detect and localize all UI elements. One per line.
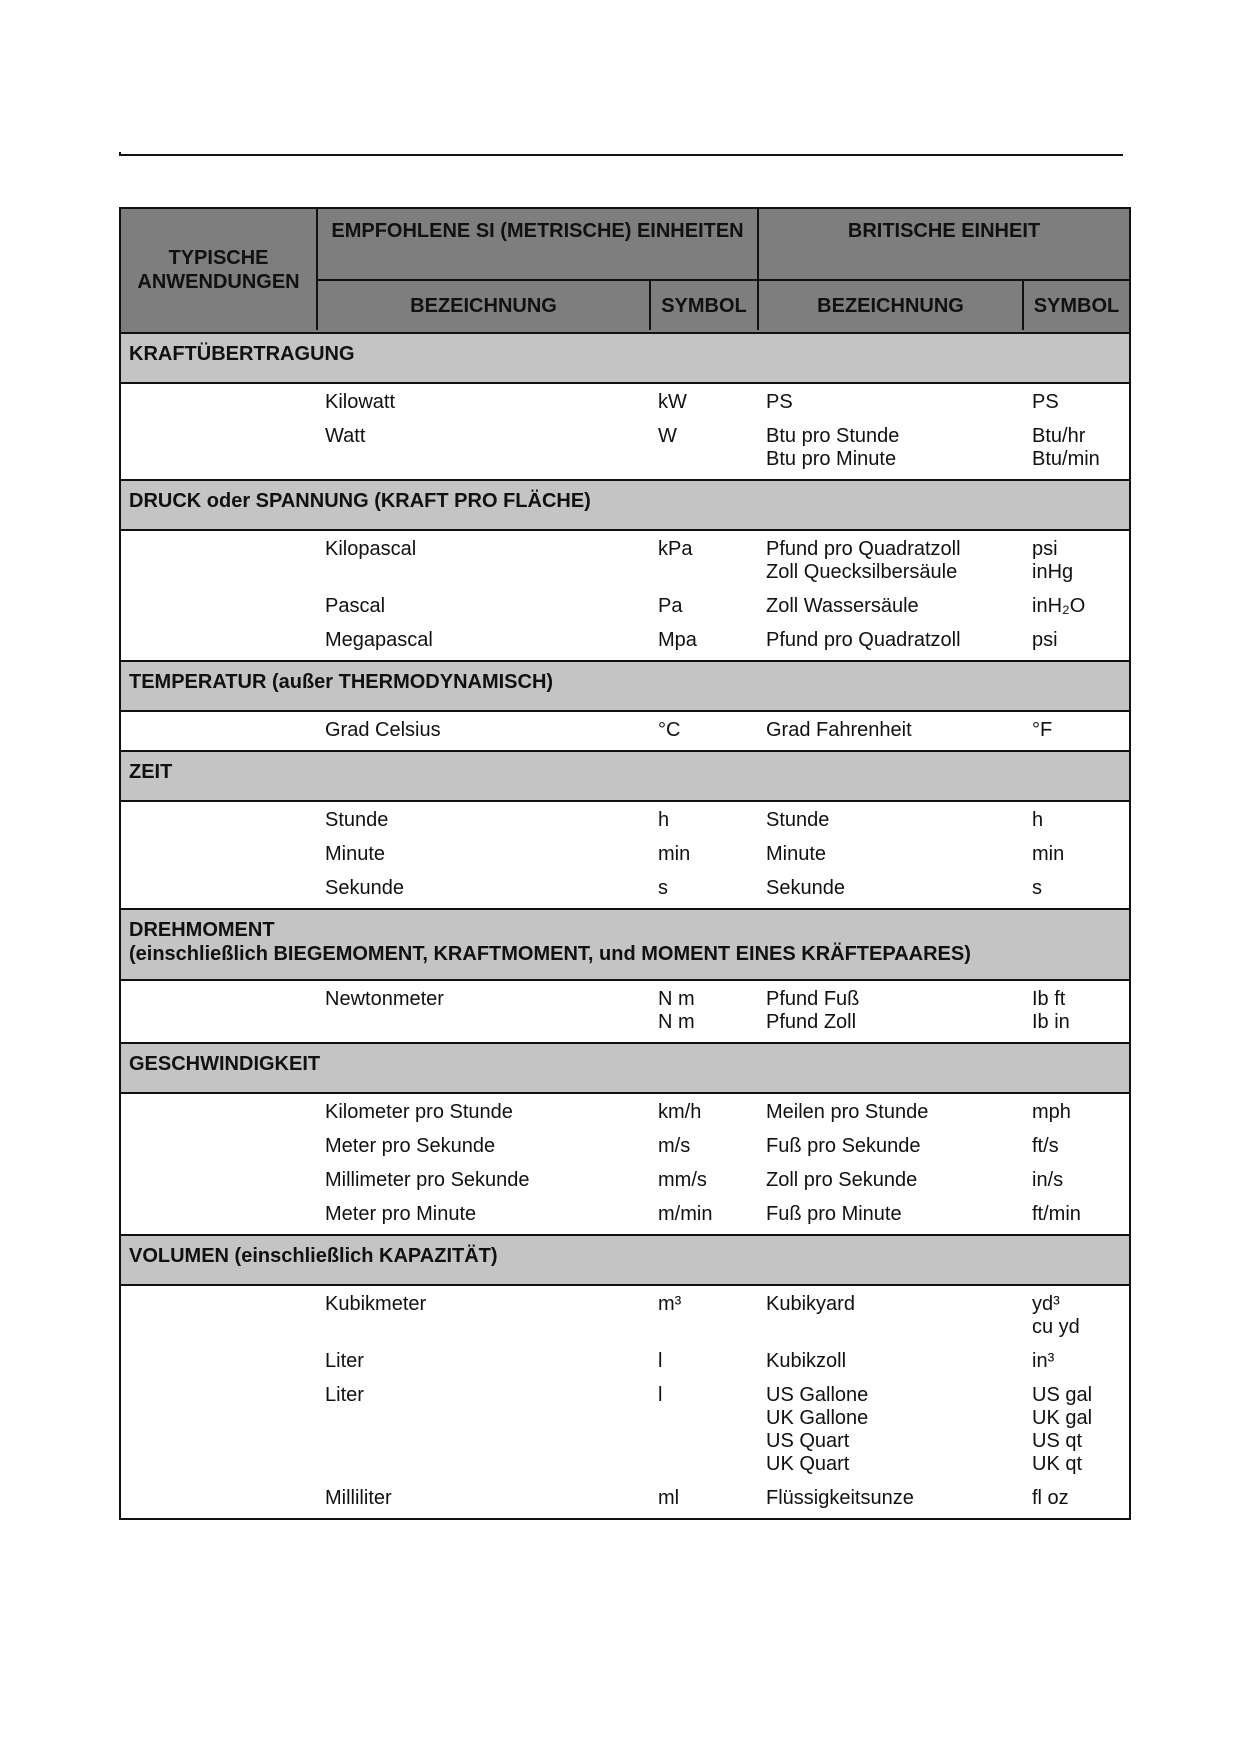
british-unit-name-text: Sekunde [766, 877, 845, 899]
british-unit-symbol-text: ft/min [1032, 1203, 1081, 1225]
si-unit-symbol-text: m/s [658, 1135, 691, 1157]
british-unit-symbol [1032, 877, 1127, 900]
section-title: TEMPERATUR (außer THERMODYNAMISCH) [129, 671, 554, 693]
si-unit-name [325, 988, 658, 1034]
british-unit-symbol-text: US gal [1032, 1384, 1093, 1406]
british-unit-symbol [1032, 843, 1127, 866]
si-unit-name [325, 595, 658, 618]
british-unit-symbol-text: min [1032, 843, 1065, 865]
si-unit-symbol-text: kPa [658, 538, 693, 560]
si-unit-symbol [658, 809, 766, 832]
si-unit-symbol-text: Pa [658, 595, 683, 617]
si-unit-symbol [658, 719, 766, 742]
si-unit-name [325, 843, 658, 866]
british-unit-name-text: UK Quart [766, 1453, 850, 1475]
table-header [121, 209, 1129, 334]
top-rule [119, 154, 1123, 156]
section-subtitle: (einschließlich BIEGEMOMENT, KRAFTMOMENT, und MOMENT EINES KRÄFTEPAARES) [129, 943, 971, 965]
british-unit-symbol [1032, 1101, 1127, 1124]
section-title: KRAFTÜBERTRAGUNG [129, 343, 355, 365]
british-unit-symbol-text: h [1032, 809, 1044, 831]
british-unit-name-text: Kubikzoll [766, 1350, 847, 1372]
section-body [121, 384, 1129, 481]
si-unit-symbol-text: N m [658, 988, 695, 1010]
british-unit-name-text: Meilen pro Stunde [766, 1101, 929, 1123]
british-unit-symbol-text: ft/s [1032, 1135, 1059, 1157]
si-unit-name [325, 1293, 658, 1339]
british-unit-symbol-text: inHg [1032, 561, 1074, 583]
si-unit-symbol [658, 425, 766, 471]
british-unit-symbol-text: PS [1032, 391, 1059, 413]
si-unit-symbol [658, 1487, 766, 1510]
header-british-units: BRITISCHE EINHEIT [759, 209, 1129, 281]
si-unit-name-text: Meter pro Minute [325, 1203, 477, 1225]
section-heading [121, 910, 1129, 981]
british-unit-symbol [1032, 1203, 1127, 1226]
section-heading [121, 662, 1129, 712]
british-unit-symbol-text: UK gal [1032, 1407, 1093, 1429]
british-unit-name [766, 1169, 1032, 1192]
british-unit-name-text: Grad Fahrenheit [766, 719, 912, 741]
british-unit-name-text: Fuß pro Minute [766, 1203, 902, 1225]
british-unit-name-text: Kubikyard [766, 1293, 855, 1315]
british-unit-name [766, 877, 1032, 900]
british-unit-name-text: Zoll Quecksilbersäule [766, 561, 958, 583]
header-si-units: EMPFOHLENE SI (METRISCHE) EINHEITEN [318, 209, 759, 281]
si-unit-symbol-text: ml [658, 1487, 680, 1509]
si-unit-name-text: Kilometer pro Stunde [325, 1101, 513, 1123]
table-row [121, 1384, 1129, 1476]
table-row [121, 988, 1129, 1034]
british-unit-name [766, 809, 1032, 832]
table-body [121, 334, 1129, 1518]
table-row [121, 425, 1129, 471]
table-row [121, 719, 1129, 742]
si-unit-symbol [658, 877, 766, 900]
table-row [121, 809, 1129, 832]
british-unit-name [766, 1487, 1032, 1510]
si-unit-name-text: Milliliter [325, 1487, 392, 1509]
section-title: ZEIT [129, 761, 173, 783]
british-unit-symbol-text: inH₂O [1032, 595, 1086, 617]
british-unit-name-text: PS [766, 391, 793, 413]
british-unit-name [766, 538, 1032, 584]
british-unit-symbol-text: psi [1032, 538, 1058, 560]
table-row [121, 538, 1129, 584]
header-si-symbol: SYMBOL [651, 281, 759, 330]
british-unit-symbol [1032, 1384, 1127, 1476]
table-row [121, 1135, 1129, 1158]
si-unit-symbol-text: °C [658, 719, 681, 741]
british-unit-name [766, 1293, 1032, 1339]
table-row [121, 1203, 1129, 1226]
british-unit-name-text: US Quart [766, 1430, 850, 1452]
si-unit-name-text: Kubikmeter [325, 1293, 427, 1315]
si-unit-name-text: Minute [325, 843, 386, 865]
british-unit-name [766, 629, 1032, 652]
british-unit-name-text: Pfund pro Quadratzoll [766, 629, 961, 651]
british-unit-symbol [1032, 1487, 1127, 1510]
si-unit-name [325, 877, 658, 900]
table-row [121, 1101, 1129, 1124]
si-unit-name-text: Liter [325, 1350, 364, 1372]
british-unit-name-text: Stunde [766, 809, 830, 831]
british-unit-name [766, 1135, 1032, 1158]
si-unit-symbol [658, 1203, 766, 1226]
table-row [121, 595, 1129, 618]
si-unit-symbol-text: h [658, 809, 670, 831]
british-unit-symbol-text: Btu/hr [1032, 425, 1086, 447]
british-unit-name-text: Zoll pro Sekunde [766, 1169, 918, 1191]
british-unit-name-text: UK Gallone [766, 1407, 869, 1429]
si-unit-name [325, 1169, 658, 1192]
si-unit-name [325, 425, 658, 471]
si-unit-name-text: Stunde [325, 809, 389, 831]
section-title: DRUCK oder SPANNUNG (KRAFT PRO FLÄCHE) [129, 490, 591, 512]
si-unit-name [325, 538, 658, 584]
british-unit-symbol [1032, 391, 1127, 414]
si-unit-name-text: Newtonmeter [325, 988, 444, 1010]
si-unit-name [325, 391, 658, 414]
si-unit-symbol-text: mm/s [658, 1169, 707, 1191]
british-unit-name-text: Flüssigkeitsunze [766, 1487, 914, 1509]
section-heading [121, 752, 1129, 802]
si-unit-symbol [658, 629, 766, 652]
si-unit-symbol-text: km/h [658, 1101, 702, 1123]
si-unit-name-text: Liter [325, 1384, 364, 1406]
british-unit-name-text: Pfund pro Quadratzoll [766, 538, 961, 560]
si-unit-symbol-text: m/min [658, 1203, 713, 1225]
british-unit-symbol-text: yd³ [1032, 1293, 1060, 1315]
british-unit-name-text: Minute [766, 843, 827, 865]
british-unit-symbol [1032, 719, 1127, 742]
british-unit-symbol [1032, 1169, 1127, 1192]
table-row [121, 1350, 1129, 1373]
si-unit-symbol-text: W [658, 425, 677, 447]
british-unit-symbol [1032, 1293, 1127, 1339]
si-unit-symbol [658, 1101, 766, 1124]
si-unit-name [325, 1101, 658, 1124]
british-unit-symbol-text: psi [1032, 629, 1058, 651]
si-unit-name [325, 719, 658, 742]
section-body [121, 712, 1129, 752]
si-unit-symbol-text: l [658, 1350, 663, 1372]
british-unit-symbol [1032, 629, 1127, 652]
section-title: GESCHWINDIGKEIT [129, 1053, 321, 1075]
british-unit-name-text: Zoll Wassersäule [766, 595, 919, 617]
si-unit-name-text: Pascal [325, 595, 386, 617]
british-unit-name-text: Fuß pro Sekunde [766, 1135, 921, 1157]
si-unit-name [325, 809, 658, 832]
british-unit-name [766, 391, 1032, 414]
british-unit-name-text: Btu pro Stunde [766, 425, 900, 447]
si-unit-symbol [658, 1135, 766, 1158]
british-unit-name [766, 843, 1032, 866]
si-unit-symbol [658, 595, 766, 618]
si-unit-symbol [658, 1350, 766, 1373]
si-unit-name-text: Kilowatt [325, 391, 396, 413]
si-unit-symbol [658, 1384, 766, 1476]
table-row [121, 1293, 1129, 1339]
section-body [121, 981, 1129, 1044]
british-unit-symbol-text: Ib in [1032, 1011, 1070, 1033]
si-unit-symbol [658, 1293, 766, 1339]
si-unit-symbol-text: min [658, 843, 691, 865]
si-unit-symbol [658, 1169, 766, 1192]
si-unit-name-text: Sekunde [325, 877, 404, 899]
british-unit-symbol [1032, 988, 1127, 1034]
si-unit-name [325, 1135, 658, 1158]
british-unit-name [766, 1203, 1032, 1226]
header-br-name: BEZEICHNUNG [759, 281, 1024, 330]
british-unit-symbol [1032, 425, 1127, 471]
british-unit-symbol-text: US qt [1032, 1430, 1083, 1452]
si-unit-symbol-text: kW [658, 391, 687, 413]
british-unit-symbol-text: UK qt [1032, 1453, 1083, 1475]
si-unit-name-text: Grad Celsius [325, 719, 441, 741]
si-unit-name-text: Watt [325, 425, 366, 447]
section-heading [121, 334, 1129, 384]
section-body [121, 802, 1129, 910]
british-unit-symbol-text: s [1032, 877, 1042, 899]
si-unit-symbol [658, 391, 766, 414]
section-title: DREHMOMENT [129, 919, 275, 941]
si-unit-name-text: Megapascal [325, 629, 433, 651]
british-unit-symbol-text: cu yd [1032, 1316, 1080, 1338]
section-heading [121, 481, 1129, 531]
section-heading [121, 1044, 1129, 1094]
si-unit-symbol-text: N m [658, 1011, 695, 1033]
si-unit-name [325, 1203, 658, 1226]
british-unit-symbol-text: Ib ft [1032, 988, 1066, 1010]
british-unit-name [766, 1384, 1032, 1476]
si-unit-symbol [658, 538, 766, 584]
table-row [121, 877, 1129, 900]
si-unit-name-text: Kilopascal [325, 538, 417, 560]
si-unit-symbol-text: l [658, 1384, 663, 1406]
si-unit-name-text: Millimeter pro Sekunde [325, 1169, 530, 1191]
si-unit-symbol-text: s [658, 877, 668, 899]
header-si-name: BEZEICHNUNG [318, 281, 651, 330]
british-unit-name [766, 1350, 1032, 1373]
section-body [121, 1094, 1129, 1236]
british-unit-name [766, 425, 1032, 471]
british-unit-name-text: Btu pro Minute [766, 448, 897, 470]
si-unit-symbol [658, 843, 766, 866]
si-unit-name [325, 1487, 658, 1510]
british-unit-symbol-text: Btu/min [1032, 448, 1100, 470]
si-unit-symbol-text: Mpa [658, 629, 697, 651]
units-table [119, 207, 1131, 1520]
british-unit-symbol [1032, 538, 1127, 584]
british-unit-name [766, 1101, 1032, 1124]
british-unit-name-text: US Gallone [766, 1384, 869, 1406]
table-row [121, 391, 1129, 414]
british-unit-symbol [1032, 1350, 1127, 1373]
section-body [121, 531, 1129, 662]
british-unit-name [766, 595, 1032, 618]
british-unit-symbol-text: in³ [1032, 1350, 1055, 1372]
si-unit-symbol-text: m³ [658, 1293, 682, 1315]
si-unit-name-text: Meter pro Sekunde [325, 1135, 496, 1157]
section-heading [121, 1236, 1129, 1286]
table-row [121, 1487, 1129, 1510]
header-applications: TYPISCHE ANWENDUNGEN [121, 209, 318, 330]
si-unit-name [325, 1350, 658, 1373]
table-row [121, 1169, 1129, 1192]
british-unit-name-text: Pfund Fuß [766, 988, 860, 1010]
section-body [121, 1286, 1129, 1518]
si-unit-symbol [658, 988, 766, 1034]
british-unit-symbol [1032, 595, 1127, 618]
section-title: VOLUMEN (einschließlich KAPAZITÄT) [129, 1245, 498, 1267]
british-unit-symbol [1032, 1135, 1127, 1158]
british-unit-symbol-text: °F [1032, 719, 1053, 741]
british-unit-symbol-text: mph [1032, 1101, 1071, 1123]
british-unit-symbol-text: in/s [1032, 1169, 1064, 1191]
british-unit-name [766, 719, 1032, 742]
british-unit-symbol [1032, 809, 1127, 832]
si-unit-name [325, 1384, 658, 1476]
british-unit-name [766, 988, 1032, 1034]
british-unit-symbol-text: fl oz [1032, 1487, 1069, 1509]
si-unit-name [325, 629, 658, 652]
header-br-symbol: SYMBOL [1033, 294, 1120, 317]
british-unit-name-text: Pfund Zoll [766, 1011, 857, 1033]
table-row [121, 843, 1129, 866]
table-row [121, 629, 1129, 652]
